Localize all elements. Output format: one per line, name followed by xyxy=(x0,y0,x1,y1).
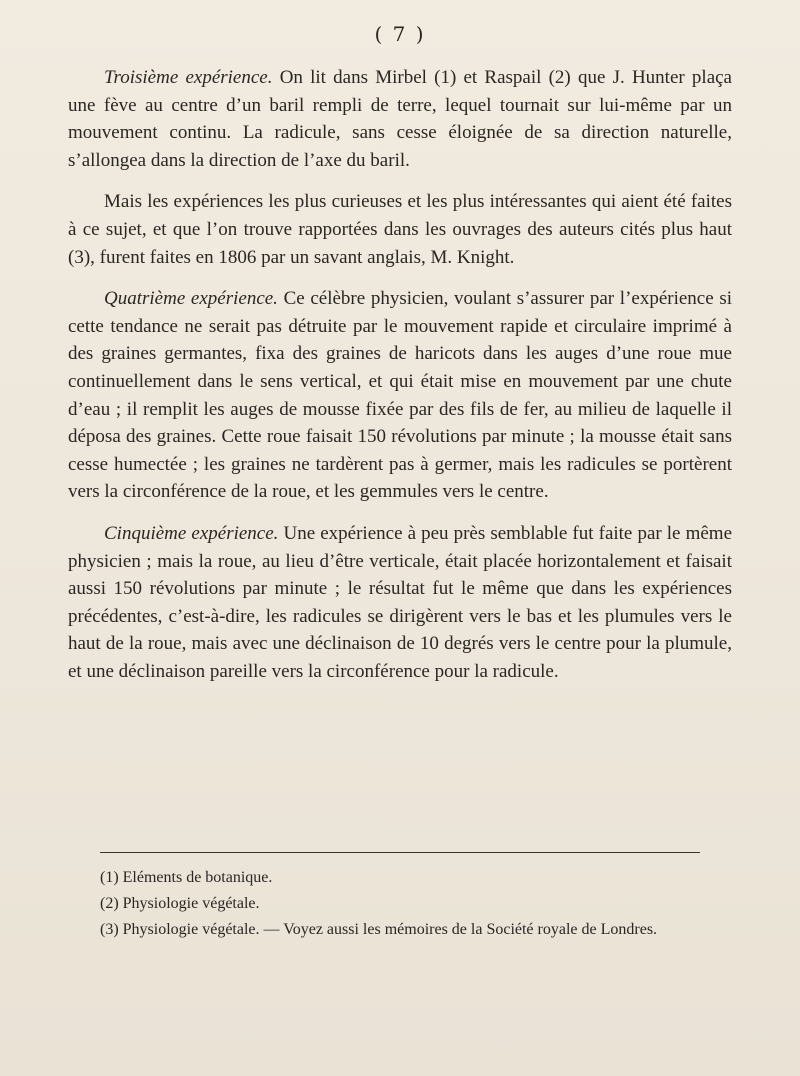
footnotes xyxy=(68,866,732,944)
section-lead: Troisième expérience. xyxy=(104,67,273,88)
paragraph-quatrieme xyxy=(68,285,732,506)
paragraph-cinquieme xyxy=(68,520,732,686)
footnote: (2) Physiologie végétale. xyxy=(100,895,260,912)
paragraph-text: On lit dans Mirbel (1) et Raspail (2) que J. Hunter plaça une fève au centre d’un baril rempli de terre, lequel tournait sur lui-même par un mouvement continu. La radicule, sans cesse éloignée de sa direction naturelle, s’allongea dans la direction de l’axe du baril. xyxy=(68,67,732,171)
paragraph-text: Une expérience à peu près semblable fut faite par le même physicien ; mais la roue, au lieu d’être verticale, était placée horizontalement et faisait aussi 150 révolutions par minute ; le résultat fut le même que dans les expériences précédentes, c’est-à-dire, les radicules se dirigèrent vers le bas et les plumules vers le haut de la roue, mais avec une déclinaison de 10 degrés vers le centre pour la plumule, et une déclinaison pareille vers la circonférence pour la radicule. xyxy=(68,522,732,682)
footnote-divider xyxy=(100,852,700,853)
footnote: (3) Physiologie végétale. — Voyez aussi les mémoires de la Société royale de Londres. xyxy=(100,921,658,938)
footnote: (1) Eléments de botanique. xyxy=(100,869,273,886)
paragraph-knight xyxy=(68,188,732,271)
page-number: ( 7 ) xyxy=(374,22,426,46)
section-lead: Quatrième expérience. xyxy=(104,288,278,310)
section-lead: Cinquième expérience. xyxy=(104,522,279,544)
paragraph-text: Mais les expériences les plus curieuses et les plus intéressantes qui aient été faites à ce sujet, et que l’on trouve rapportées dans les ouvrages des auteurs cités plus haut (3), furent faites en 1806 par un savant anglais, M. Knight. xyxy=(68,191,732,268)
paragraph-troisieme xyxy=(68,64,732,174)
paragraph-text: Ce célèbre physicien, voulant s’assurer par l’expérience si cette tendance ne serait pas détruite par le mouvement rapide et circulaire imprimé à des graines germantes, fixa des graines de haricots dans les auges d’une roue mue continuellement dans le sens vertical, et qui était mise en mouvement par une chute d’eau ; il remplit les auges de mousse fixée par des fils de fer, au milieu de laquelle il déposa des graines. Cette roue faisait 150 révolutions par minute ; la mousse était sans cesse humectée ; les graines ne tardèrent pas à germer, mais les radicules se portèrent vers la circonférence de la roue, et les gemmules vers le centre. xyxy=(68,288,732,503)
body-text xyxy=(68,64,732,699)
